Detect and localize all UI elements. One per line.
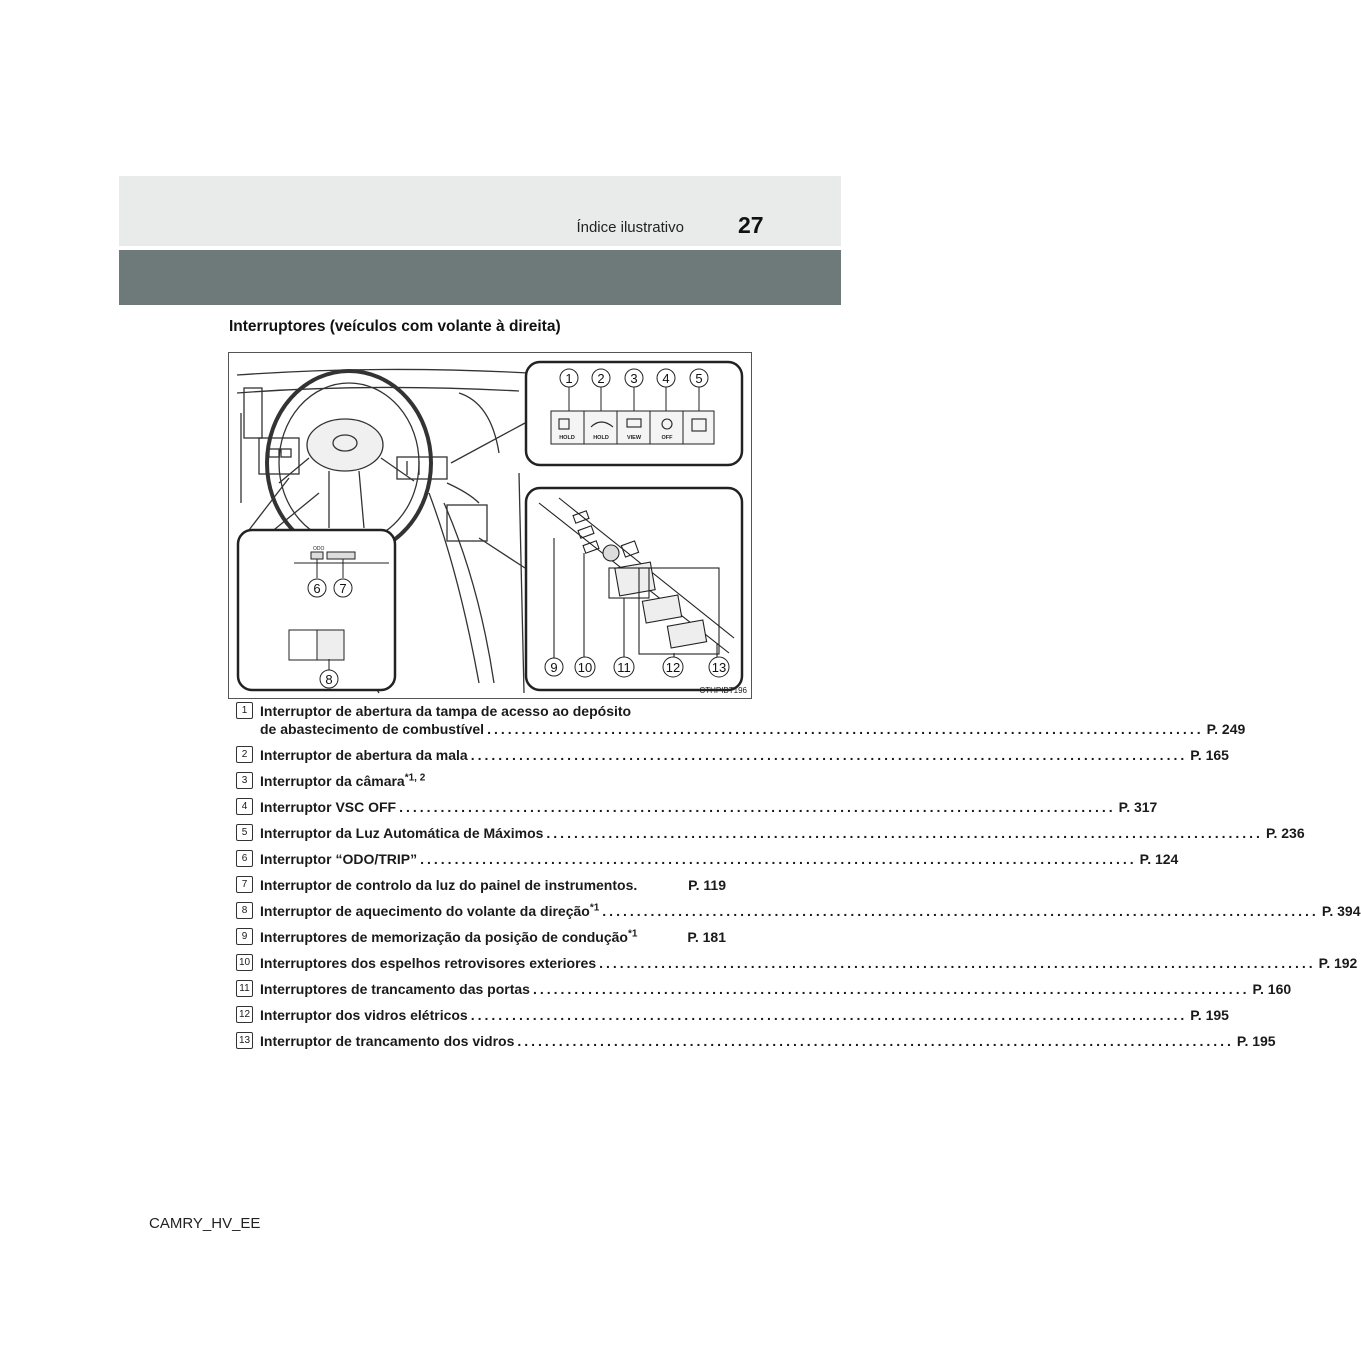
legend-number: 5	[236, 824, 253, 841]
legend-page-ref: P. 195	[1236, 1033, 1276, 1049]
callout-5: 5	[695, 371, 703, 386]
panel-label-hold-b: HOLD	[593, 435, 609, 441]
panel-label-view: VIEW	[626, 435, 642, 441]
callout-2: 2	[597, 371, 605, 386]
legend-item: 13 Interruptor de trancamento dos vidros ........................................................................................................ P. 195	[236, 1032, 726, 1050]
callout-11: 11	[617, 660, 631, 675]
legend-page-ref: P. 124	[1139, 851, 1179, 867]
callout-13: 13	[711, 660, 727, 675]
legend-number: 12	[236, 1006, 253, 1023]
model-code: CAMRY_HV_EE	[149, 1215, 261, 1232]
legend-item: 11 Interruptores de trancamento das portas ........................................................................................................ P. 160	[236, 980, 726, 998]
panel-label-off: OFF	[661, 435, 673, 441]
legend-number: 4	[236, 798, 253, 815]
legend-page-ref: P. 192	[1318, 955, 1358, 971]
legend-page-ref: P. 181	[687, 929, 726, 945]
panel-label-hold-a: HOLD	[559, 435, 575, 441]
legend-number: 10	[236, 954, 253, 971]
callout-3: 3	[630, 371, 638, 386]
legend-page-ref: P. 249	[1206, 721, 1246, 737]
header-dark-band	[119, 250, 841, 305]
legend-label: Interruptor dos vidros elétricos	[260, 1007, 468, 1023]
legend-page-ref: P. 195	[1190, 1007, 1229, 1023]
legend-label: Interruptor de abertura da mala	[260, 747, 468, 763]
legend-item	[236, 772, 726, 790]
legend-label: Interruptor “ODO/TRIP”	[260, 851, 418, 867]
callout-7: 7	[339, 581, 347, 596]
legend-item	[236, 876, 726, 894]
legend-page-ref: P. 160	[1252, 981, 1292, 997]
legend-page-ref: P. 317	[1118, 799, 1158, 815]
legend-label: Interruptor da Luz Automática de Máximos	[260, 825, 544, 841]
legend-item: 12 Interruptor dos vidros elétricos ........................................................................................................ P. 195	[236, 1006, 726, 1024]
legend-number: 1	[236, 702, 253, 719]
legend-label-line1: Interruptor de abertura da tampa de acesso ao depósito	[260, 703, 632, 719]
section-name: Índice ilustrativo	[576, 219, 684, 236]
callout-10: 10	[577, 660, 593, 675]
legend-label: de abastecimento de combustível	[260, 721, 485, 737]
callout-6: 6	[313, 581, 321, 596]
legend-number: 11	[236, 980, 253, 997]
legend-label: Interruptor de controlo da luz do painel de instrumentos.	[260, 877, 638, 893]
callout-12: 12	[665, 660, 681, 675]
figure-code: CTHPIBT196	[699, 686, 747, 695]
legend-number: 13	[236, 1032, 253, 1049]
legend-list	[236, 702, 1361, 1058]
legend-item: 2 Interruptor de abertura da mala ........................................................................................................ P. 165	[236, 746, 726, 764]
legend-item	[236, 928, 726, 946]
cockpit-drawing	[229, 353, 751, 698]
legend-page-ref: P. 394	[1321, 903, 1361, 919]
legend-item: 10 Interruptores dos espelhos retrovisores exteriores ........................................................................................................ P. 192	[236, 954, 726, 972]
legend-page-ref: P. 165	[1190, 747, 1229, 763]
legend-number: 9	[236, 928, 253, 945]
header-band	[119, 176, 841, 246]
callout-8: 8	[325, 672, 333, 687]
legend-number: 6	[236, 850, 253, 867]
legend-number: 7	[236, 876, 253, 893]
callout-9: 9	[550, 660, 558, 675]
legend-number: 8	[236, 902, 253, 919]
footnote-marker: *1	[589, 902, 600, 914]
legend-label: Interruptor da câmara	[260, 773, 405, 789]
callout-1: 1	[565, 371, 573, 386]
legend-label: Interruptor de aquecimento do volante da direção	[260, 903, 590, 919]
legend-label: Interruptor VSC OFF	[260, 799, 397, 815]
legend-number: 2	[236, 746, 253, 763]
legend-label: Interruptores de trancamento das portas	[260, 981, 530, 997]
legend-page-ref: P. 236	[1265, 825, 1305, 841]
legend-page-ref: P. 119	[688, 877, 726, 893]
legend-item: 1 Interruptor de abertura da tampa de acesso ao depósito de abastecimento de combustível ........................................................................................................ P. 249	[236, 702, 726, 738]
switches-illustration	[228, 352, 752, 699]
legend-label: Interruptores de memorização da posição de condução	[260, 929, 628, 945]
panel-label-odo: ODO	[313, 546, 325, 552]
legend-item: 8 Interruptor de aquecimento do volante da direção$^{*1}$ ........................................................................................................ P. 394	[236, 902, 726, 920]
legend-item: 5 Interruptor da Luz Automática de Máximos ........................................................................................................ P. 236	[236, 824, 726, 842]
legend-label: Interruptor de trancamento dos vidros	[260, 1033, 515, 1049]
legend-label: Interruptores dos espelhos retrovisores exteriores	[260, 955, 597, 971]
footnote-marker: *1, 2	[404, 772, 426, 784]
legend-item: 4 Interruptor VSC OFF ........................................................................................................ P. 317	[236, 798, 726, 816]
callout-4: 4	[662, 371, 670, 386]
footnote-marker: *1	[627, 928, 638, 940]
legend-item: 6 Interruptor “ODO/TRIP” ........................................................................................................ P. 124	[236, 850, 726, 868]
legend-number: 3	[236, 772, 253, 789]
section-heading: Interruptores (veículos com volante à direita)	[229, 318, 561, 335]
page-number: 27	[738, 212, 764, 238]
